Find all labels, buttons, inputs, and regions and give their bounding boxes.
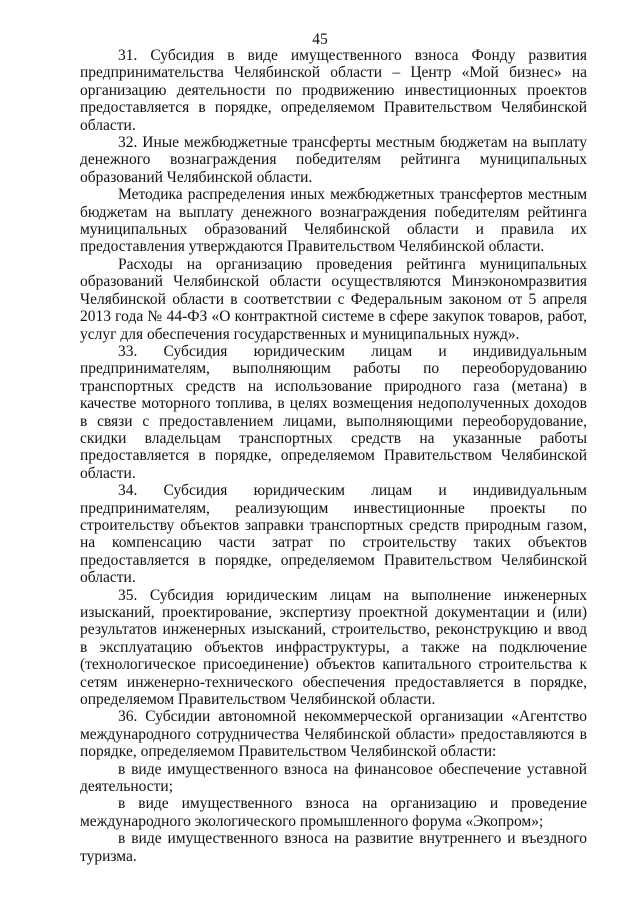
paragraph-32-expenses: Расходы на организацию проведения рейтинга муниципальных образований Челябинской области осуществляются Минэкономразвития Челябинской области в соответствии с Федеральным законом от 5 апреля 2013 года № 44-ФЗ «О контрактной системе в сфере закупок товаров, работ, услуг для обеспечения государственных и муниципальных нужд». (80, 255, 587, 343)
paragraph-36-item-2: в виде имущественного взноса на организацию и проведение международного экологического промышленного форума «Экопром»; (80, 795, 587, 830)
paragraph-33: 33. Субсидия юридическим лицам и индивидуальным предпринимателям, выполняющим работы по переоборудованию транспортных средств на использование природного газа (метана) в качестве моторного топлива, в целях возмещения недополученных доходов в связи с предоставлением лицами, выполняющими переоборудование, скидки владельцам транспортных средств на указанные работы предоставляется в порядке, определяемом Правительством Челябинской области. (80, 342, 587, 482)
paragraph-32-methodology: Методика распределения иных межбюджетных трансфертов местным бюджетам на выплату денежного вознаграждения победителям рейтинга муниципальных образований Челябинской области и правила их предоставления утверждаются Правительством Челябинской области. (80, 186, 587, 256)
document-body (80, 47, 587, 865)
paragraph-32: 32. Иные межбюджетные трансферты местным бюджетам на выплату денежного вознаграждения победителям рейтинга муниципальных образований Челябинской области. (80, 134, 587, 186)
paragraph-36-item-3: в виде имущественного взноса на развитие внутреннего и въездного туризма. (80, 830, 587, 865)
paragraph-31: 31. Субсидия в виде имущественного взноса Фонду развития предпринимательства Челябинской области – Центр «Мой бизнес» на организацию деятельности по продвижению инвестиционных проектов предоставляется в порядке, определяемом Правительством Челябинской области. (80, 47, 587, 134)
paragraph-36: 36. Субсидии автономной некоммерческой организации «Агентство международного сотрудничества Челябинской области» предоставляются в порядке, определяемом Правительством Челябинской области: (80, 708, 587, 761)
paragraph-35: 35. Субсидия юридическим лицам на выполнение инженерных изысканий, проектирование, экспертизу проектной документации и (или) результатов инженерных изысканий, строительство, реконструкцию и ввод в эксплуатацию объектов инфраструктуры, а также на подключение (технологическое присоединение) объектов капитального строительства к сетям инженерно-технического обеспечения предоставляется в порядке, определяемом Правительством Челябинской области. (80, 586, 587, 709)
paragraph-36-item-1: в виде имущественного взноса на финансовое обеспечение уставной деятельности; (80, 760, 587, 796)
page-number: 45 (312, 31, 328, 48)
paragraph-34: 34. Субсидия юридическим лицам и индивидуальным предпринимателям, реализующим инвестиционные проекты по строительству объектов заправки транспортных средств природным газом, на компенсацию части затрат по строительству таких объектов предоставляется в порядке, определяемом Правительством Челябинской области. (80, 482, 587, 587)
